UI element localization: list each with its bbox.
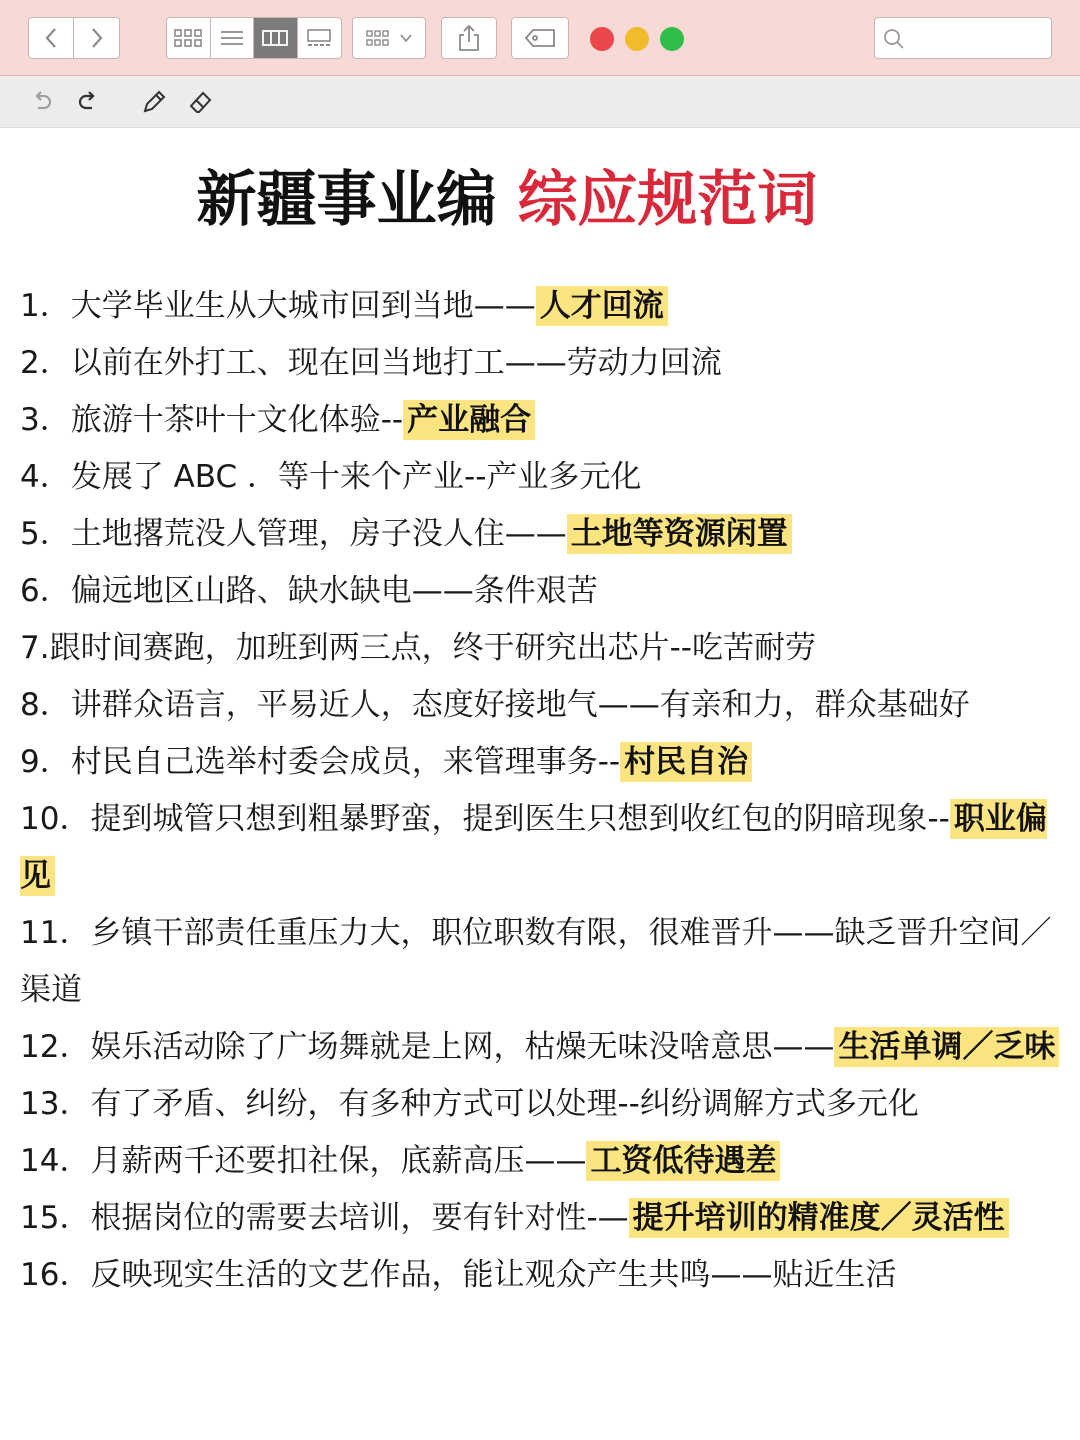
highlighted-term: 工资低待遇差	[586, 1141, 780, 1181]
item-text: 10．提到城管只想到粗暴野蛮，提到医生只想到收红包的阴暗现象--	[20, 801, 950, 837]
grid-view-icon	[174, 28, 202, 48]
highlighted-term: 提升培训的精准度／灵活性	[629, 1198, 1009, 1238]
list-view-button[interactable]	[211, 18, 255, 58]
item-text: 12．娱乐活动除了广场舞就是上网，枯燥无味没啥意思——	[20, 1029, 835, 1065]
search-field[interactable]	[874, 17, 1052, 59]
chevron-down-icon	[400, 33, 412, 43]
pencil-icon	[141, 89, 167, 115]
list-item	[20, 449, 1062, 506]
item-text: 15．根据岗位的需要去培训，要有针对性-—	[20, 1200, 629, 1236]
highlighted-term: 人才回流	[536, 286, 668, 326]
share-button[interactable]	[441, 17, 497, 59]
grid-view-button[interactable]	[167, 18, 211, 58]
item-text: 16．反映现实生活的文艺作品，能让观众产生共鸣——贴近生活	[20, 1257, 897, 1293]
eraser-button[interactable]	[187, 88, 215, 116]
edit-toolbar	[0, 76, 1080, 128]
list-item	[20, 1019, 1062, 1076]
item-text: 1．大学毕业生从大城市回到当地——	[20, 288, 536, 324]
list-item	[20, 677, 1062, 734]
highlighted-term: 职业偏见	[20, 801, 1047, 894]
share-icon	[458, 24, 480, 52]
list-item	[20, 620, 1062, 677]
chevron-right-icon	[90, 27, 104, 49]
term-list	[20, 278, 1062, 1304]
list-item	[20, 335, 1062, 392]
view-mode-segmented	[166, 17, 342, 59]
redo-icon	[76, 90, 100, 114]
item-text: 3．旅游十茶叶十文化体验--	[20, 402, 404, 438]
pencil-button[interactable]	[140, 88, 168, 116]
list-item	[20, 1076, 1062, 1133]
list-item	[20, 278, 1062, 335]
list-item	[20, 392, 1062, 449]
list-item	[20, 791, 1062, 905]
group-by-icon	[366, 28, 394, 48]
traffic-light-red[interactable]	[590, 27, 614, 51]
highlighted-term: 产业融合	[403, 400, 535, 440]
list-item	[20, 506, 1062, 563]
nav-button-group	[28, 17, 120, 59]
list-item	[20, 1133, 1062, 1190]
column-view-icon	[261, 28, 289, 48]
highlighted-term: 村民自治	[620, 742, 752, 782]
traffic-light-green[interactable]	[660, 27, 684, 51]
list-view-icon	[219, 28, 245, 48]
column-view-button[interactable]	[254, 18, 298, 58]
item-text: 13．有了矛盾、纠纷，有多种方式可以处理--纠纷调解方式多元化	[20, 1086, 919, 1122]
traffic-light-yellow[interactable]	[625, 27, 649, 51]
back-button[interactable]	[29, 18, 74, 58]
item-text: 9．村民自己选举村委会成员，来管理事务--	[20, 744, 621, 780]
gallery-view-button[interactable]	[298, 18, 341, 58]
group-by-button[interactable]	[352, 17, 426, 59]
toolbar	[0, 0, 1080, 76]
item-text: 4．发展了 ABC ．等十来个产业--产业多元化	[20, 459, 642, 495]
forward-button[interactable]	[74, 18, 119, 58]
list-item	[20, 563, 1062, 620]
list-item	[20, 734, 1062, 791]
tag-icon	[524, 28, 556, 48]
item-text: 11．乡镇干部责任重压力大，职位职数有限，很难晋升——缺乏晋升空间／渠道	[20, 915, 1052, 1008]
search-input[interactable]	[911, 24, 1047, 54]
chevron-left-icon	[44, 27, 58, 49]
item-text: 8．讲群众语言，平易近人，态度好接地气——有亲和力，群众基础好	[20, 687, 970, 723]
redo-button[interactable]	[74, 88, 102, 116]
title-black-part: 新疆事业编	[196, 165, 497, 235]
document-title	[0, 160, 1014, 240]
gallery-view-icon	[305, 28, 333, 48]
list-item	[20, 1190, 1062, 1247]
search-icon	[883, 28, 905, 50]
item-text: 2．以前在外打工、现在回当地打工——劳动力回流	[20, 345, 722, 381]
item-text: 6．偏远地区山路、缺水缺电——条件艰苦	[20, 573, 598, 609]
item-text: 14．月薪两千还要扣社保，底薪高压——	[20, 1143, 587, 1179]
eraser-icon	[188, 89, 214, 115]
item-text: 5．土地撂荒没人管理，房子没人住——	[20, 516, 567, 552]
undo-button[interactable]	[28, 88, 56, 116]
highlighted-term: 生活单调／乏味	[834, 1027, 1059, 1067]
title-red-part: 综应规范词	[517, 165, 818, 235]
list-item	[20, 1247, 1062, 1304]
list-item	[20, 905, 1062, 1019]
highlighted-term: 土地等资源闲置	[567, 514, 792, 554]
undo-icon	[30, 90, 54, 114]
item-text: 7.跟时间赛跑，加班到两三点，终于研究出芯片--吃苦耐劳	[20, 630, 816, 666]
tag-button[interactable]	[511, 17, 569, 59]
